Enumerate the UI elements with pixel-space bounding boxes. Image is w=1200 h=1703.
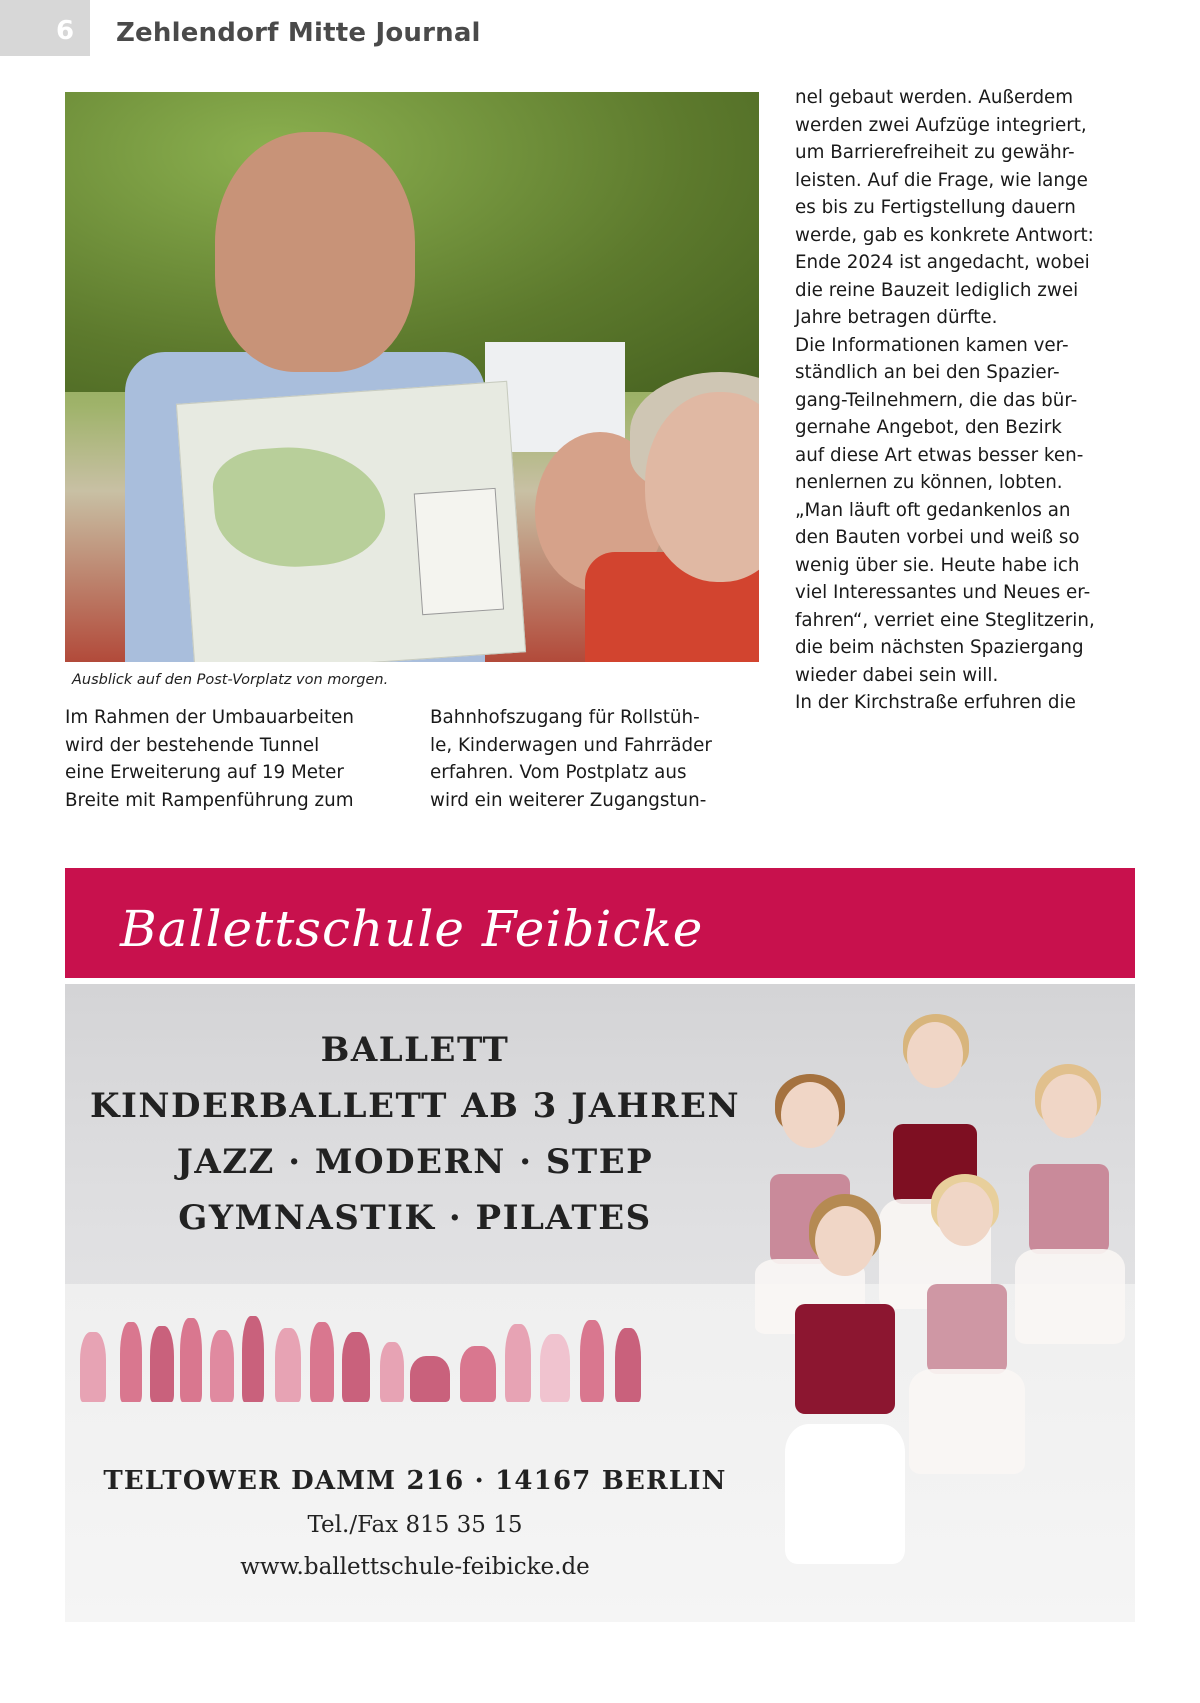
ad-phone: Tel./Fax 815 35 15	[307, 1512, 523, 1538]
article-photo	[65, 92, 759, 662]
journal-title: Zehlendorf Mitte Journal	[116, 18, 481, 48]
silhouette-figure	[150, 1326, 174, 1402]
dancer-silhouettes	[80, 1312, 660, 1402]
text-line: nel gebaut werden. Außerdem	[795, 87, 1074, 108]
silhouette-figure	[540, 1334, 570, 1402]
silhouette-figure	[342, 1332, 370, 1402]
text-line: werden zwei Aufzüge integriert,	[795, 114, 1087, 136]
photo-site-plan	[176, 381, 526, 662]
silhouette-figure	[580, 1320, 604, 1402]
silhouette-figure	[242, 1316, 264, 1402]
ad-address: TELTOWER DAMM 216 · 14167 BERLIN	[103, 1466, 727, 1496]
ad-website[interactable]: www.ballettschule-feibicke.de	[240, 1554, 590, 1580]
silhouette-figure	[310, 1322, 334, 1402]
article-column-3	[795, 84, 1095, 717]
text-line: gernahe Angebot, den Bezirk	[795, 417, 1062, 438]
text-line: wird ein weiterer Zugangstun-	[430, 789, 707, 811]
page-number-box	[0, 0, 90, 56]
article-column-2	[430, 704, 712, 814]
text-line: Ende 2024 ist angedacht, wobei	[795, 252, 1090, 273]
text-line: In der Kirchstraße erfuhren die	[795, 692, 1076, 713]
text-line: nenlernen zu können, lobten.	[795, 472, 1063, 493]
text-line: auf diese Art etwas besser ken-	[795, 444, 1084, 466]
dancer-girl	[905, 1174, 1025, 1474]
silhouette-figure	[410, 1356, 450, 1402]
site-plan-green-area	[210, 441, 388, 573]
text-line: wenig über sie. Heute habe ich	[795, 554, 1080, 576]
dancer-girl-kneeling	[775, 1194, 915, 1574]
silhouette-figure	[460, 1346, 496, 1402]
ad-course-kinderballett: KINDERBALLETT AB 3 JAHREN	[89, 1086, 741, 1126]
dancer-girl	[1015, 1064, 1125, 1344]
text-line: Breite mit Rampenführung zum	[65, 789, 354, 811]
text-line: „Man läuft oft gedankenlos an	[795, 499, 1071, 521]
text-line: es bis zu Fertigstellung dauern	[795, 197, 1076, 218]
text-line: den Bauten vorbei und weiß so	[795, 527, 1080, 548]
text-line: um Barrierefreiheit zu gewähr-	[795, 142, 1075, 163]
text-line: Im Rahmen der Umbauarbeiten	[65, 707, 354, 728]
text-line: die beim nächsten Spaziergang	[795, 637, 1084, 658]
photo-caption: Ausblick auf den Post-Vorplatz von morgen.	[72, 672, 389, 688]
text-line: Jahre betragen dürfte.	[795, 307, 998, 328]
text-line: Bahnhofszugang für Rollstüh-	[430, 707, 700, 728]
text-line: le, Kinderwagen und Fahrräder	[430, 734, 712, 756]
ad-brand-name: Ballettschule Feibicke	[120, 900, 704, 958]
text-line: die reine Bauzeit lediglich zwei	[795, 279, 1079, 301]
text-line: wird der bestehende Tunnel	[65, 734, 320, 756]
ad-course-jazz-modern-step: JAZZ · MODERN · STEP	[176, 1142, 654, 1182]
silhouette-figure	[275, 1328, 301, 1402]
silhouette-figure	[505, 1324, 531, 1402]
silhouette-figure	[120, 1322, 142, 1402]
text-line: Die Informationen kamen ver-	[795, 334, 1069, 356]
text-line: ständlich an bei den Spazier-	[795, 362, 1060, 383]
text-line: erfahren. Vom Postplatz aus	[430, 762, 687, 783]
silhouette-figure	[210, 1330, 234, 1402]
text-line: wieder dabei sein will.	[795, 664, 999, 686]
text-line: gang-Teilnehmern, die das bür-	[795, 389, 1078, 411]
text-line: fahren“, verriet eine Steglitzerin,	[795, 609, 1095, 631]
article-column-1	[65, 704, 354, 814]
page-number: 6	[56, 16, 75, 46]
text-line: eine Erweiterung auf 19 Meter	[65, 762, 344, 783]
text-line: viel Interessantes und Neues er-	[795, 582, 1091, 603]
text-line: werde, gab es konkrete Antwort:	[795, 224, 1094, 246]
photo-man-face	[215, 132, 415, 372]
ad-course-ballet: BALLETT	[320, 1030, 510, 1070]
site-plan-legend	[414, 488, 504, 615]
silhouette-figure	[180, 1318, 202, 1402]
ad-course-gymnastik-pilates: GYMNASTIK · PILATES	[178, 1198, 652, 1238]
text-line: leisten. Auf die Frage, wie lange	[795, 169, 1088, 191]
silhouette-figure	[615, 1328, 641, 1402]
silhouette-figure	[380, 1342, 404, 1402]
silhouette-figure	[80, 1332, 106, 1402]
